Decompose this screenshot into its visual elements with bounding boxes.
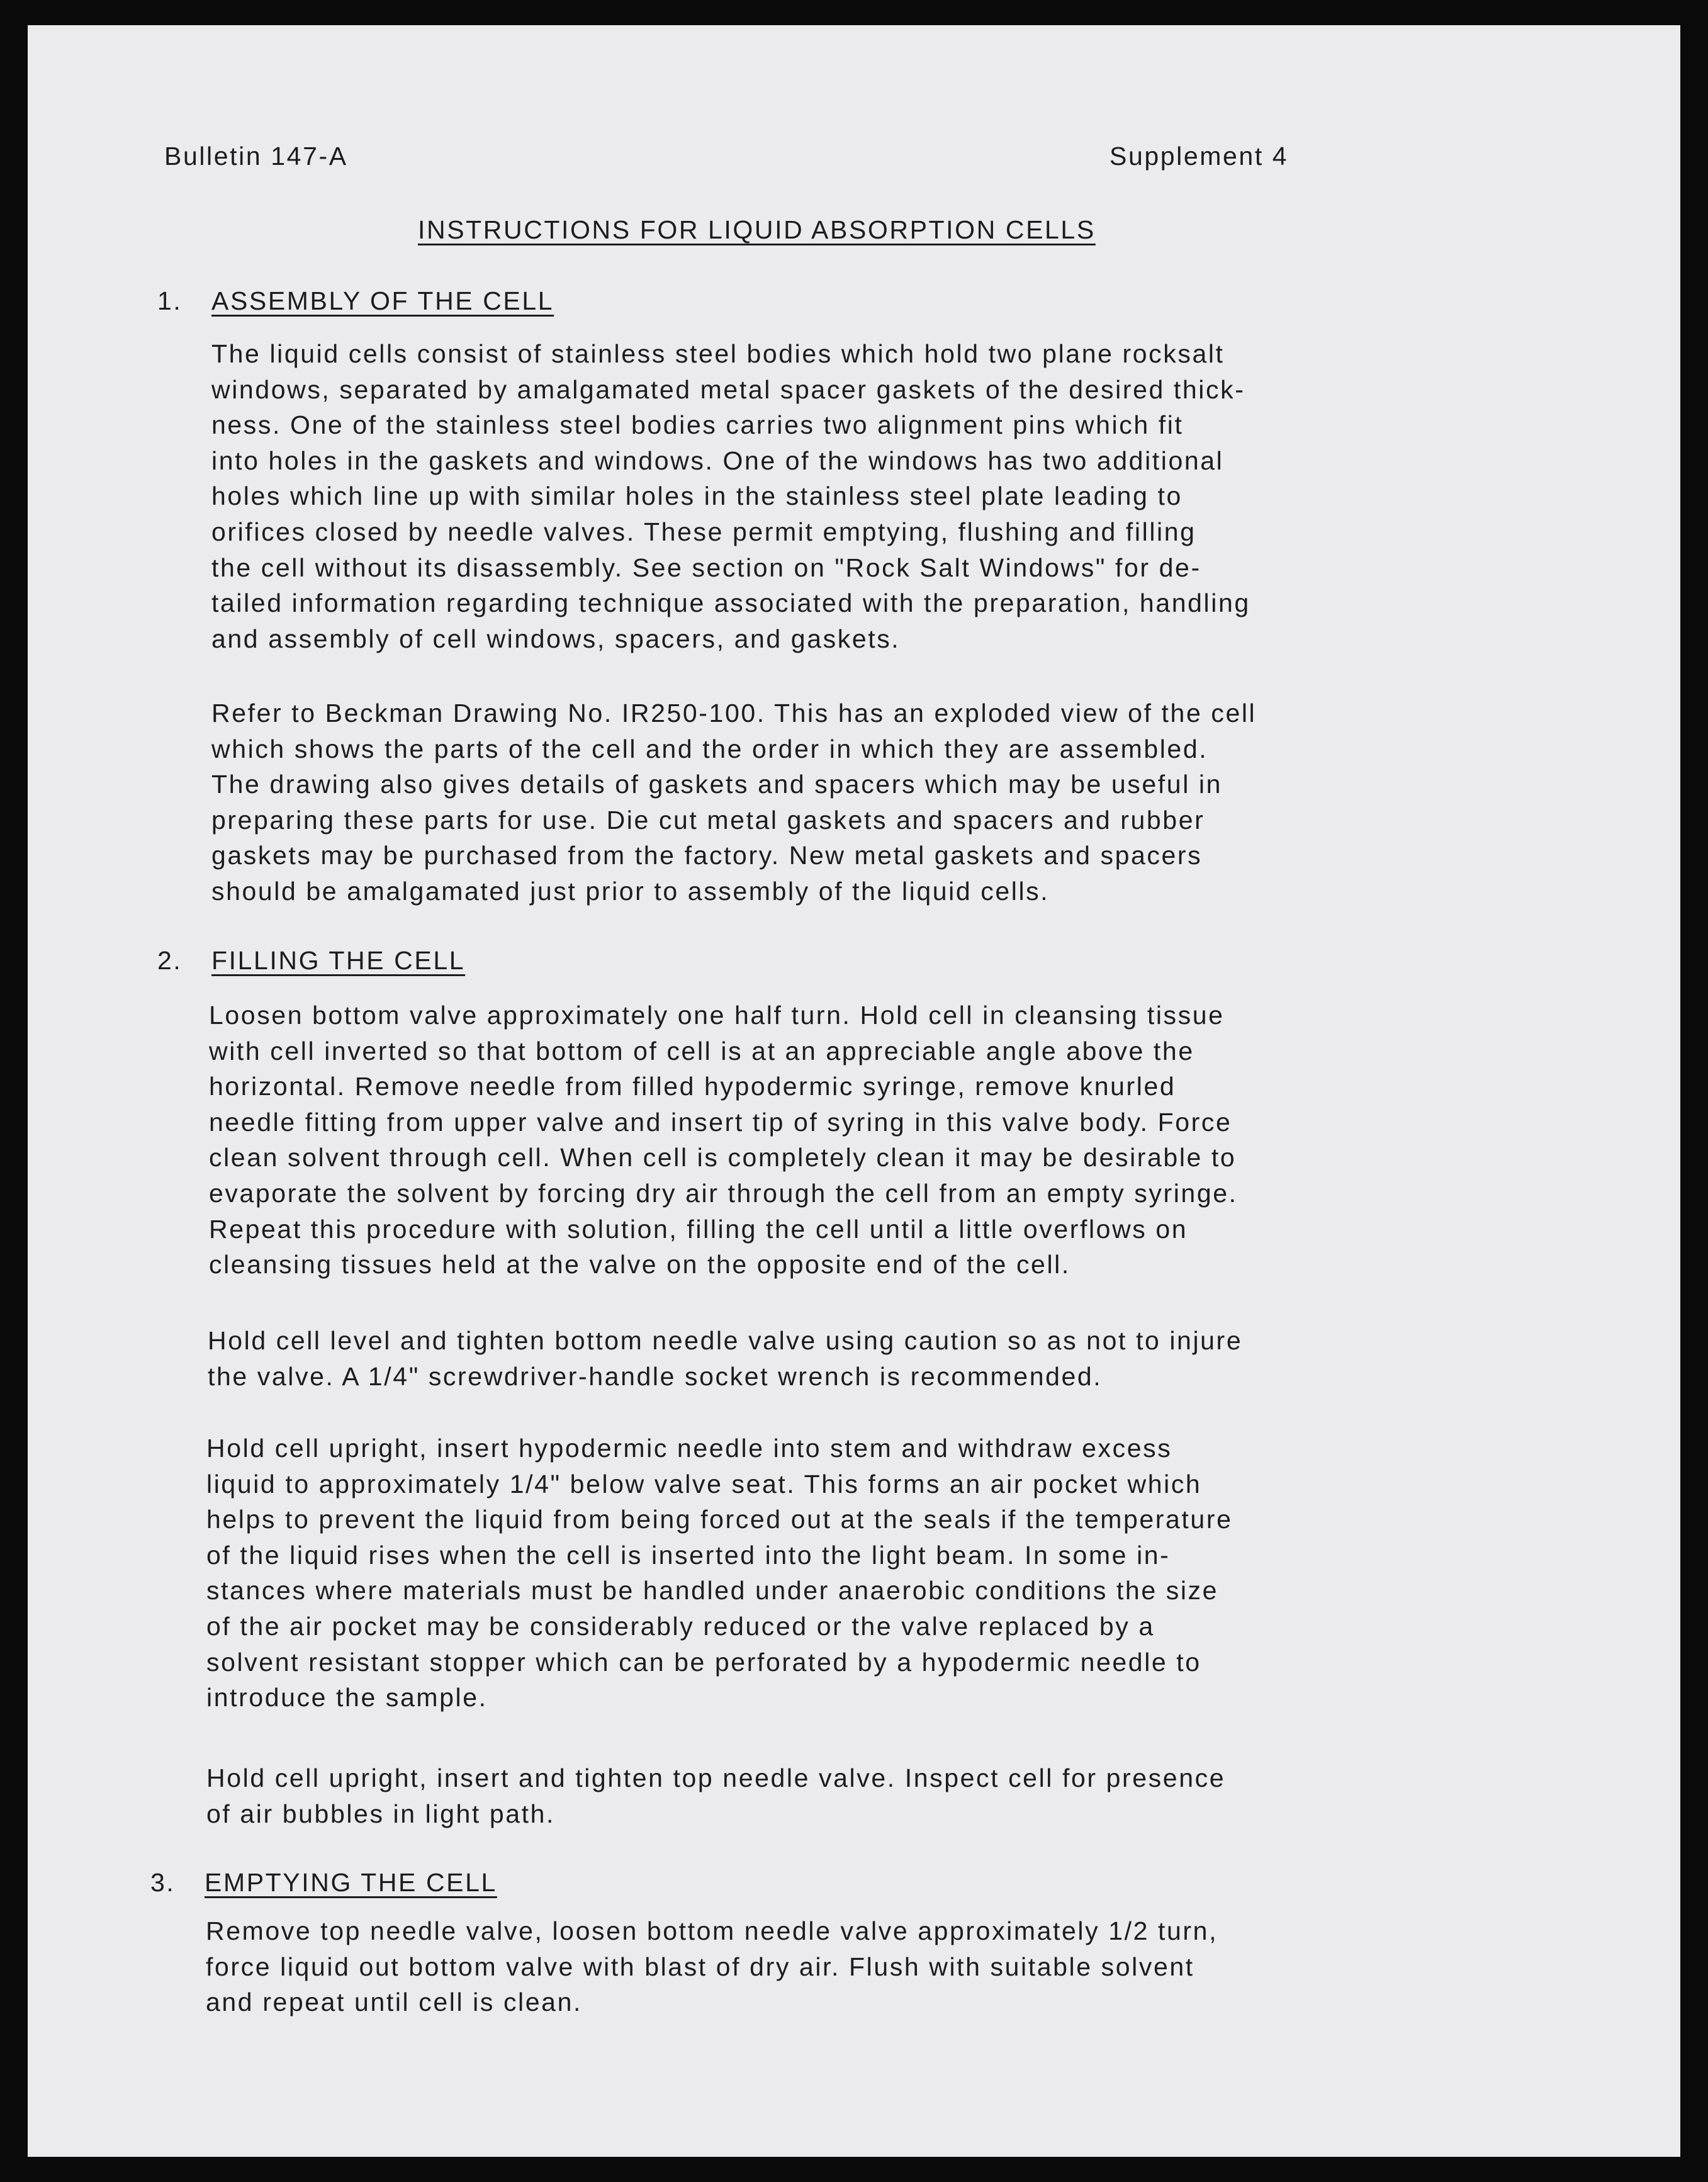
- text-line: needle fitting from upper valve and insert tip of syring in this valve body. Force: [209, 1107, 1232, 1137]
- paragraph: [208, 1323, 1242, 1394]
- text-line: tailed information regarding technique associated with the preparation, handling: [211, 588, 1250, 618]
- document-title: INSTRUCTIONS FOR LIQUID ABSORPTION CELLS: [418, 215, 1096, 244]
- section-heading: FILLING THE CELL: [211, 946, 466, 975]
- text-line: into holes in the gaskets and windows. One of the windows has two additional: [211, 446, 1224, 475]
- paragraph: [206, 1431, 1233, 1716]
- text-line: helps to prevent the liquid from being forced out at the seals if the temperature: [206, 1505, 1233, 1534]
- text-line: cleansing tissues held at the valve on the opposite end of the cell.: [209, 1250, 1070, 1279]
- text-line: Hold cell level and tighten bottom needle valve using caution so as not to injure: [208, 1326, 1243, 1355]
- text-line: which shows the parts of the cell and the order in which they are assembled.: [211, 734, 1208, 763]
- header-bulletin: Bulletin 147-A: [164, 142, 348, 171]
- text-line: Repeat this procedure with solution, filling the cell until a little overflows on: [209, 1214, 1188, 1244]
- text-line: solvent resistant stopper which can be perforated by a hypodermic needle to: [206, 1647, 1201, 1677]
- text-line: of air bubbles in light path.: [206, 1799, 556, 1828]
- text-line: ness. One of the stainless steel bodies carries two alignment pins which fit: [211, 410, 1184, 440]
- text-line: Refer to Beckman Drawing No. IR250-100. This has an exploded view of the cell: [211, 699, 1257, 728]
- text-line: evaporate the solvent by forcing dry air through the cell from an empty syringe.: [209, 1178, 1238, 1208]
- text-line: the cell without its disassembly. See section on "Rock Salt Windows" for de-: [211, 553, 1201, 582]
- text-line: and repeat until cell is clean.: [206, 1988, 582, 2017]
- text-line: gaskets may be purchased from the factory. New metal gaskets and spacers: [211, 841, 1203, 870]
- text-line: of the liquid rises when the cell is inserted into the light beam. In some in-: [206, 1540, 1171, 1570]
- header-supplement: Supplement 4: [1110, 142, 1289, 171]
- paragraph: [211, 695, 1256, 909]
- text-line: introduce the sample.: [206, 1683, 488, 1712]
- text-line: Hold cell upright, insert hypodermic needle into stem and withdraw excess: [206, 1434, 1172, 1463]
- text-line: The drawing also gives details of gaskets and spacers which may be useful in: [211, 770, 1223, 799]
- section-number: 2.: [157, 946, 183, 975]
- paragraph: [206, 1760, 1225, 1831]
- text-line: the valve. A 1/4" screwdriver-handle socket wrench is recommended.: [208, 1361, 1103, 1391]
- paragraph: [206, 1913, 1218, 2020]
- text-line: force liquid out bottom valve with blast of dry air. Flush with suitable solvent: [206, 1952, 1194, 1981]
- section-heading: EMPTYING THE CELL: [205, 1868, 497, 1897]
- section-number: 1.: [157, 286, 183, 315]
- text-line: and assembly of cell windows, spacers, and gaskets.: [211, 624, 901, 653]
- text-line: windows, separated by amalgamated metal spacer gaskets of the desired thick-: [211, 374, 1245, 404]
- text-line: of the air pocket may be considerably reduced or the valve replaced by a: [206, 1611, 1155, 1641]
- text-line: Loosen bottom valve approximately one half turn. Hold cell in cleansing tissue: [209, 1001, 1225, 1030]
- text-line: holes which line up with similar holes in the stainless steel plate leading to: [211, 481, 1183, 511]
- section-number: 3.: [150, 1868, 176, 1897]
- text-line: with cell inverted so that bottom of cell is at an appreciable angle above the: [209, 1036, 1194, 1066]
- text-line: orifices closed by needle valves. These permit emptying, flushing and filling: [211, 517, 1196, 546]
- text-line: should be amalgamated just prior to assembly of the liquid cells.: [211, 876, 1050, 906]
- text-line: horizontal. Remove needle from filled hypodermic syringe, remove knurled: [209, 1072, 1176, 1101]
- text-line: liquid to approximately 1/4" below valve seat. This forms an air pocket which: [206, 1469, 1202, 1499]
- text-line: Remove top needle valve, loosen bottom needle valve approximately 1/2 turn,: [206, 1916, 1218, 1945]
- text-line: The liquid cells consist of stainless steel bodies which hold two plane rocksalt: [211, 339, 1225, 368]
- text-line: Hold cell upright, insert and tighten top needle valve. Inspect cell for presence: [206, 1763, 1226, 1792]
- text-line: stances where materials must be handled under anaerobic conditions the size: [206, 1576, 1219, 1606]
- section-heading: ASSEMBLY OF THE CELL: [211, 286, 554, 315]
- paragraph: [209, 998, 1238, 1283]
- text-line: clean solvent through cell. When cell is completely clean it may be desirable to: [209, 1143, 1237, 1173]
- paragraph: [211, 336, 1250, 656]
- text-line: preparing these parts for use. Die cut metal gaskets and spacers and rubber: [211, 805, 1205, 835]
